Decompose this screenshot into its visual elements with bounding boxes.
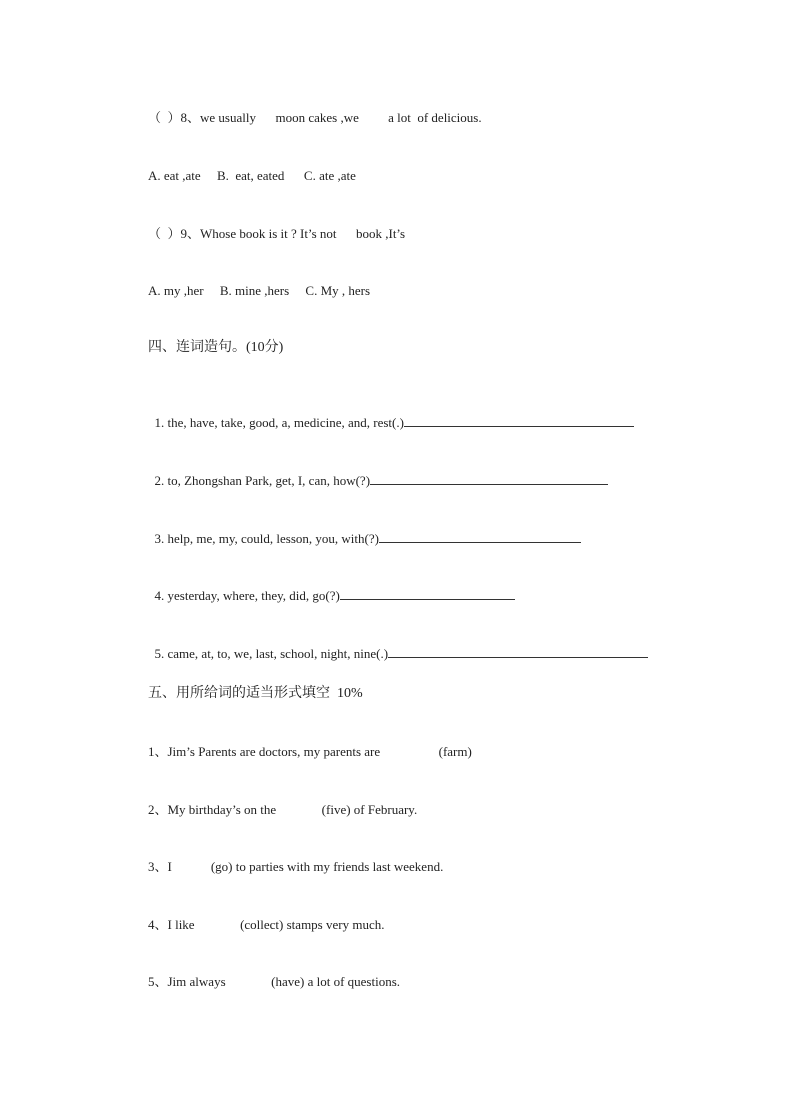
fill-item-2: 2、My birthday’s on the (five) of February. [148, 802, 418, 817]
q9-options: A. my ,her B. mine ,hers C. My , hers [148, 283, 371, 298]
answer-line[interactable] [370, 472, 608, 485]
section4-title: 四、连词造句。(10分) [148, 340, 284, 355]
q8-stem: （ ）8、we usually moon cakes ,we a lot of delicious. [148, 110, 482, 125]
answer-line[interactable] [404, 414, 634, 427]
answer-line[interactable] [388, 645, 648, 658]
fill-item-1: 1、Jim’s Parents are doctors, my parents are (farm) [148, 744, 472, 759]
sentence-item-2 [148, 456, 608, 489]
q9-stem: （ ）9、Whose book is it ? It’s not book ,It’s [148, 226, 406, 241]
sentence-text: 3. help, me, my, could, lesson, you, with(?) [154, 531, 379, 546]
sentence-item-5 [148, 629, 648, 662]
sentence-item-1 [148, 398, 634, 431]
answer-line[interactable] [379, 530, 581, 543]
answer-line[interactable] [340, 587, 515, 600]
sentence-item-3 [148, 514, 581, 547]
sentence-text: 5. came, at, to, we, last, school, night, nine(.) [154, 646, 389, 661]
fill-item-5: 5、Jim always (have) a lot of questions. [148, 974, 401, 989]
sentence-text: 2. to, Zhongshan Park, get, I, can, how(?) [154, 473, 371, 488]
sentence-text: 1. the, have, take, good, a, medicine, and, rest(.) [154, 415, 404, 430]
fill-item-4: 4、I like (collect) stamps very much. [148, 917, 385, 932]
sentence-item-4 [148, 571, 515, 604]
fill-item-3: 3、I (go) to parties with my friends last weekend. [148, 859, 444, 874]
section5-title: 五、用所给词的适当形式填空 10% [148, 686, 363, 701]
sentence-text: 4. yesterday, where, they, did, go(?) [154, 588, 340, 603]
q8-options: A. eat ,ate B. eat, eated C. ate ,ate [148, 168, 356, 183]
